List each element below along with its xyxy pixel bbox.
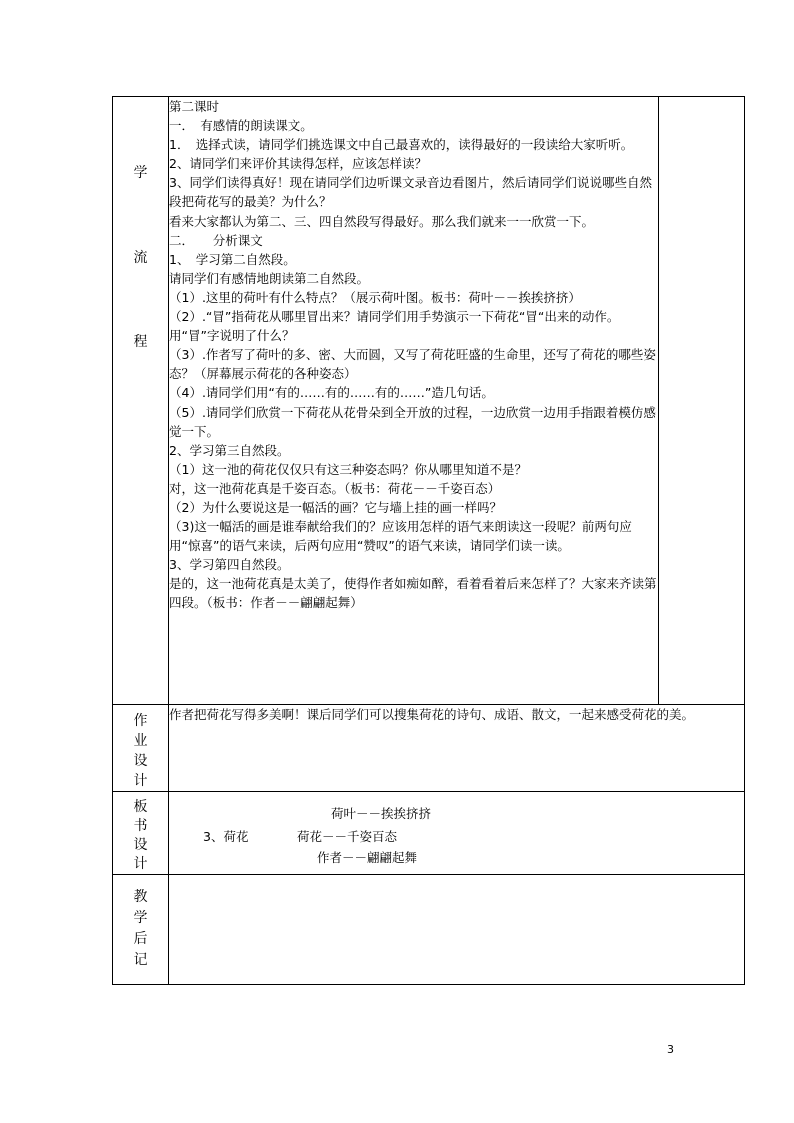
board-line-leaves: 荷叶－－挨挨挤挤 bbox=[331, 806, 432, 821]
label-char: 记 bbox=[133, 952, 148, 968]
label-char: 学 bbox=[133, 165, 148, 181]
reflection-content bbox=[169, 875, 745, 985]
label-char: 程 bbox=[133, 334, 148, 350]
process-line: 3、学习第四自然段。 bbox=[169, 557, 290, 573]
board-line-flowers: 荷花－－千姿百态 bbox=[297, 829, 398, 844]
board-design-content bbox=[169, 792, 745, 875]
reflection-label bbox=[113, 875, 169, 985]
label-char: 后 bbox=[133, 931, 148, 947]
process-line: 二． 分析课文 bbox=[169, 232, 263, 248]
homework-label bbox=[113, 705, 169, 792]
process-line: （3）.作者写了荷叶的多、密、大而圆，又写了荷花旺盛的生命里，还写了荷花的哪些姿态？（屏幕展示荷花的各种姿态） bbox=[169, 347, 656, 382]
process-line: （5）.请同学们欣赏一下荷花从花骨朵到全开放的过程，一边欣赏一边用手指跟着模仿感觉一下。 bbox=[169, 404, 656, 439]
process-line: 第二课时 bbox=[169, 99, 220, 114]
label-char: 流 bbox=[133, 250, 148, 266]
process-line: 2、请同学们来评价其读得怎样，应该怎样读？ bbox=[169, 156, 427, 172]
label-char: 学 bbox=[133, 910, 148, 926]
teaching-process-content bbox=[169, 97, 659, 705]
label-char: 设 bbox=[133, 753, 148, 769]
teaching-process-label bbox=[113, 97, 169, 705]
process-line: 看来大家都认为第二、三、四自然段写得最好。那么我们就来一一欣赏一下。 bbox=[169, 213, 595, 229]
process-line: 对，这一池荷花真是千姿百态。（板书：荷花－－千姿百态） bbox=[169, 480, 501, 496]
process-line: 2、学习第三自然段。 bbox=[169, 442, 290, 458]
page-number: 3 bbox=[667, 1043, 674, 1056]
label-char: 书 bbox=[133, 818, 148, 834]
label-char: 业 bbox=[133, 733, 148, 749]
process-line: 请同学们有感情地朗读第二自然段。 bbox=[169, 270, 370, 286]
lesson-plan-table bbox=[112, 96, 745, 985]
process-line: 3、同学们读得真好！现在请同学们边听课文录音边看图片，然后请同学们说说哪些自然段把荷花写的最美？为什么？ bbox=[169, 175, 652, 210]
process-line: （2）.“冒”指荷花从哪里冒出来？请同学们用手势演示一下荷花“冒“出来的动作。用“冒”字说明了什么？ bbox=[169, 309, 620, 344]
notes-cell bbox=[659, 97, 745, 705]
label-char: 板 bbox=[133, 799, 148, 815]
process-line: （4）.请同学们用“有的……有的……有的……”造几句话。 bbox=[169, 385, 494, 401]
homework-row bbox=[113, 705, 745, 792]
process-line: 一． 有感情的朗读课文。 bbox=[169, 118, 313, 134]
board-design-label bbox=[113, 792, 169, 875]
label-char: 教 bbox=[133, 889, 148, 905]
label-char: 计 bbox=[133, 856, 148, 872]
process-line: （2）为什么要说这是一幅活的画？它与墙上挂的画一样吗？ bbox=[169, 499, 502, 515]
board-line-author: 作者－－翩翩起舞 bbox=[317, 850, 418, 865]
board-title: 3、荷花 bbox=[203, 829, 249, 844]
process-line: （1）.这里的荷叶有什么特点？（展示荷叶图。板书：荷叶－－挨挨挤挤） bbox=[169, 289, 581, 305]
teaching-process-row bbox=[113, 97, 745, 705]
process-line: （3)这一幅活的画是谁奉献给我们的？应该用怎样的语气来朗读这一段呢？前两句应用“惊喜”的语气来读，后两句应用“赞叹”的语气来读，请同学们读一读。 bbox=[169, 519, 632, 554]
label-char: 计 bbox=[133, 773, 148, 789]
homework-text: 作者把荷花写得多美啊！课后同学们可以搜集荷花的诗句、成语、散文，一起来感受荷花的美。 bbox=[169, 705, 745, 792]
process-line: （1）这一池的荷花仅仅只有这三种姿态吗？你从哪里知道不是？ bbox=[169, 461, 527, 477]
process-line: 1、 学习第二自然段。 bbox=[169, 251, 296, 267]
label-char: 作 bbox=[133, 713, 148, 729]
process-line: 是的，这一池荷花真是太美了，使得作者如痴如醉，看着看着后来怎样了？大家来齐读第四段。（板书：作者－－翩翩起舞） bbox=[169, 576, 657, 611]
label-char: 设 bbox=[133, 837, 148, 853]
board-design-row bbox=[113, 792, 745, 875]
reflection-row bbox=[113, 875, 745, 985]
process-line: 1． 选择式读，请同学们挑选课文中自己最喜欢的，读得最好的一段读给大家听听。 bbox=[169, 137, 634, 153]
